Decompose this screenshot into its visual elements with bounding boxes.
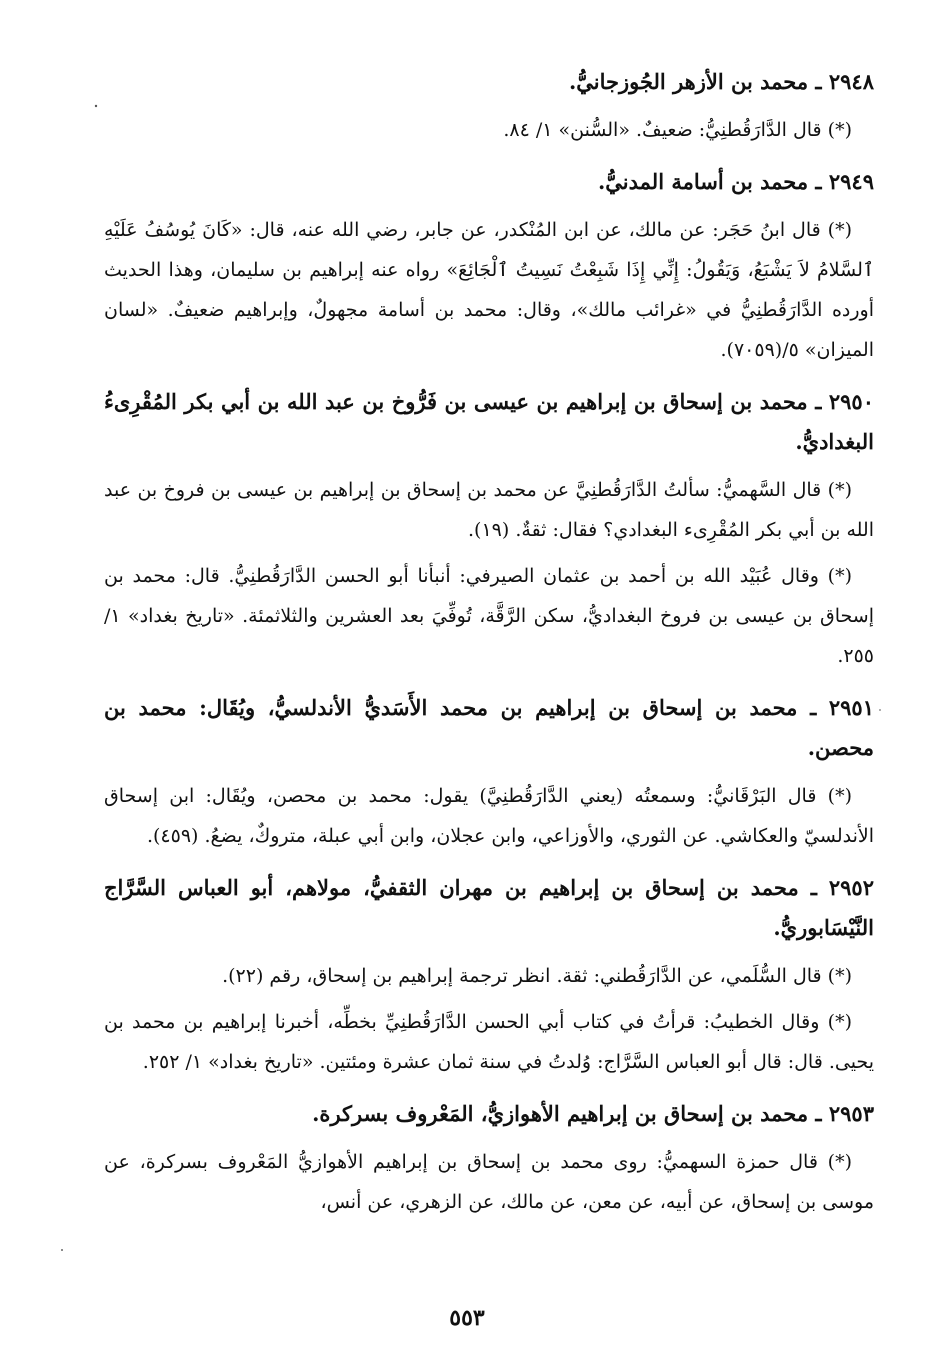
entry-heading: ٢٩٥٣ ـ محمد بن إسحاق بن إبراهيم الأهوازيُّ، المَعْروف بسركرة. [312,1101,874,1126]
entry-2950 [104,382,874,676]
entry-2951 [104,688,874,856]
entry-heading: ٢٩٥٢ ـ محمد بن إسحاق بن إبراهيم بن مهران الثقفيُّ، مولاهم، أبو العباس السَّرَّاج النَّيْسَابوريُّ. [104,875,874,940]
entry-2953 [104,1094,874,1222]
entry-paragraph: (*) وقال الخطيبُ: قرأتُ في كتاب أبي الحسن الدَّارَقُطنِيِّ بخطِّه، أخبرنا إبراهيم بن محمد بن يحيى. قال: قال أبو العباس السَّرَّاج: وُلدتُ في سنة ثمان عشرة ومئتين. «تاريخ بغداد» ١/ ٢٥٢. [104,1011,874,1073]
entry-paragraph: (*) قال السَّهميُّ: سألتُ الدَّارَقُطنِيَّ عن محمد بن إسحاق بن إبراهيم بن عيسى بن فروخ بن عبد الله بن أبي بكر المُقْرِىء البغدادي؟ فقال: ثقةٌ. (١٩). [104,479,874,541]
entry-paragraph: (*) وقال عُبَيْد الله بن أحمد بن عثمان الصيرفي: أنبأنا أبو الحسن الدَّارَقُطنِيُّ. قال: محمد بن إسحاق بن عيسى بن فروخ البغداديُّ، سكن الرَّقَّة، تُوفِّيَ بعد العشرين والثلاثمئة. «تاريخ بغداد» ١/ ٢٥٥. [104,565,874,667]
entry-paragraph: (*) قال السُّلَمي، عن الدَّارَقُطني: ثقة. انظر ترجمة إبراهيم بن إسحاق، رقم (٢٢). [222,965,852,987]
entry-paragraph: (*) قال الدَّارَقُطنِيُّ: ضعيفٌ. «السُّنن» ١/ ٨٤. [503,119,852,141]
entry-paragraph: (*) قال حمزة السهميُّ: روى محمد بن إسحاق بن إبراهيم الأهوازيُّ المَعْروف بسركرة، عن موسى بن إسحاق، عن أبيه، عن معن، عن مالك، عن الزهري، عن أنس، [104,1151,874,1213]
entry-heading: ٢٩٥٠ ـ محمد بن إسحاق بن إبراهيم بن عيسى بن فَرُّوخ بن عبد الله بن أبي بكر المُقْرِىءُ البغداديُّ. [104,389,874,454]
entry-heading: ٢٩٥١ ـ محمد بن إسحاق بن إبراهيم بن محمد الأَسَديُّ الأندلسيُّ، ويُقَال: محمد بن محصن. [104,695,874,760]
entry-heading: ٢٩٤٩ ـ محمد بن أسامة المدنيُّ. [597,169,874,194]
entry-heading: ٢٩٤٨ ـ محمد بن الأزهر الجُوزجانيُّ. [568,69,874,94]
entry-2952 [104,868,874,1082]
page-content [104,62,874,1234]
page-number: ٥٥٣ [449,1305,485,1331]
entry-2948 [104,62,874,150]
entry-2949 [104,162,874,370]
entry-paragraph: (*) قال ابنُ حَجَر: عن مالك، عن ابن المُنْكدر، عن جابر، رضي الله عنه، قال: «كَانَ يُوسُفُ عَلَيْهِ ٱلسَّلامُ لاَ يَشْبَعُ، وَيَقُولُ: إِنِّي إِذَا شَبِعْتُ نَسِيتُ ٱلْجَائِعَ» رواه عنه إبراهيم بن سليمان، وهذا الحديث أورده الدَّارَقُطنِيُّ في «غرائب مالك»، وقال: محمد بن أسامة مجهولٌ، وإبراهيم ضعيفٌ. «لسان الميزان» ٥/(٧٠٥٩). [104,219,874,361]
entry-paragraph: (*) قال البَرْقَانيُّ: وسمعتُه (يعني الدَّارَقُطنِيَّ) يقول: محمد بن محصن، ويُقَال: ابن إسحاق الأندلسيّ والعكاشي. عن الثوري، والأوزاعي، وابن عجلان، وابن أبي عبلة، متروكٌ، يضعُ. (٤٥٩). [104,785,874,847]
